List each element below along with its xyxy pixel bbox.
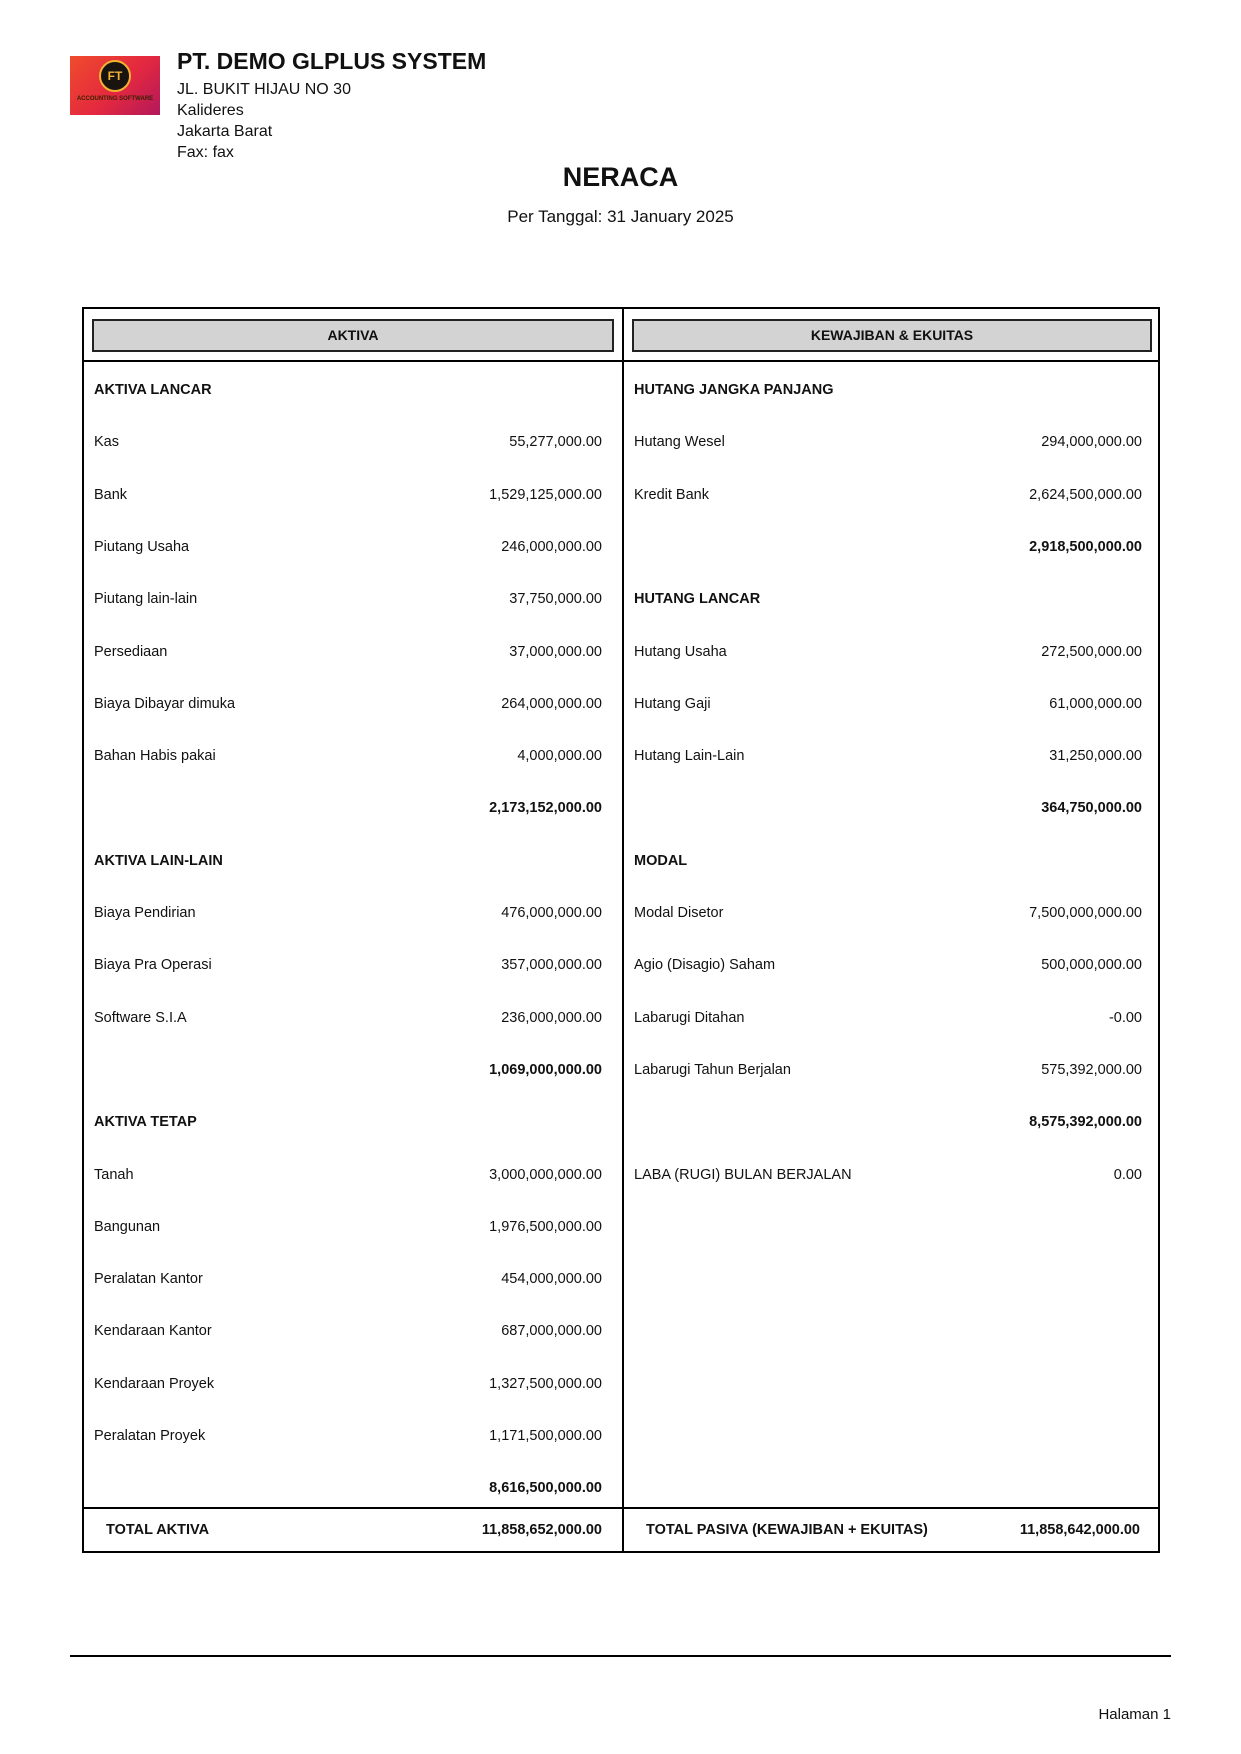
row-label: Piutang lain-lain [94, 591, 198, 608]
subtotal-row [634, 535, 1142, 559]
row-label: Hutang Wesel [634, 434, 725, 451]
subtotal-row [634, 1110, 1142, 1134]
company-district: Kalideres [177, 102, 244, 119]
page-number: Halaman 1 [1098, 1706, 1171, 1723]
row-label: Labarugi Ditahan [634, 1009, 745, 1026]
row-value: 0.00 [1113, 1166, 1142, 1183]
row-label: Hutang Lain-Lain [634, 748, 745, 765]
report-date: Per Tanggal: 31 January 2025 [507, 207, 734, 226]
total-pasiva-label: TOTAL PASIVA (KEWAJIBAN + EKUITAS) [646, 1522, 928, 1538]
total-aktiva-row [84, 1509, 622, 1551]
row-label: Piutang Usaha [94, 538, 190, 555]
table-row [94, 1372, 602, 1396]
row-value: 500,000,000.00 [1041, 957, 1142, 974]
row-label: Bank [94, 486, 128, 503]
section-heading [94, 1110, 602, 1134]
row-value: 7,500,000,000.00 [1029, 905, 1142, 921]
table-row [634, 1163, 1142, 1187]
total-aktiva-label: TOTAL AKTIVA [106, 1522, 210, 1538]
table-row [94, 483, 602, 507]
row-value: 31,250,000.00 [1049, 748, 1142, 765]
subtotal-row [94, 1058, 602, 1082]
row-value: 3,000,000,000.00 [489, 1166, 602, 1183]
row-label: Labarugi Tahun Berjalan [634, 1061, 791, 1078]
row-label: Modal Disetor [634, 905, 724, 921]
subtotal-row [94, 1476, 602, 1500]
company-address: JL. BUKIT HIJAU NO 30 [177, 81, 351, 98]
company-fax: Fax: fax [177, 144, 234, 161]
total-aktiva-value: 11,858,652,000.00 [481, 1522, 602, 1538]
table-row [94, 953, 602, 977]
row-value: 4,000,000.00 [517, 748, 602, 765]
row-value: 1,069,000,000.00 [489, 1061, 602, 1078]
company-logo [70, 56, 160, 115]
table-row [94, 1006, 602, 1030]
row-value: 1,529,125,000.00 [489, 486, 602, 503]
table-row [94, 1267, 602, 1291]
row-value: 1,171,500,000.00 [489, 1428, 602, 1444]
row-value: -0.00 [1108, 1009, 1142, 1026]
row-value: 364,750,000.00 [1041, 800, 1142, 817]
row-value: 37,750,000.00 [509, 591, 602, 608]
subtotal-row [94, 796, 602, 820]
table-row [94, 901, 602, 925]
row-value: 61,000,000.00 [1049, 695, 1142, 712]
row-label: AKTIVA TETAP [94, 1114, 197, 1131]
row-value: 8,575,392,000.00 [1029, 1114, 1142, 1131]
table-row [94, 1163, 602, 1187]
row-label: MODAL [634, 852, 688, 869]
row-label: Persediaan [94, 643, 168, 660]
row-value: 264,000,000.00 [501, 695, 602, 712]
total-pasiva-row [624, 1509, 1160, 1551]
balance-sheet-table [82, 307, 1160, 1553]
row-label: Kas [94, 434, 119, 451]
row-value: 55,277,000.00 [509, 434, 602, 451]
table-row [634, 953, 1142, 977]
row-label: Hutang Gaji [634, 695, 711, 712]
row-value: 37,000,000.00 [509, 643, 602, 660]
row-label: HUTANG LANCAR [634, 591, 761, 608]
column-divider [622, 309, 624, 1551]
row-label: Agio (Disagio) Saham [634, 957, 776, 974]
row-label: LABA (RUGI) BULAN BERJALAN [634, 1166, 852, 1183]
row-value: 454,000,000.00 [501, 1271, 602, 1288]
table-row [634, 692, 1142, 716]
table-row [94, 744, 602, 768]
row-label: Bangunan [94, 1218, 161, 1235]
table-row [634, 901, 1142, 925]
row-value: 2,624,500,000.00 [1029, 486, 1142, 503]
row-label: Kredit Bank [634, 486, 709, 503]
table-row [94, 1424, 602, 1448]
table-row [94, 430, 602, 454]
table-row [94, 587, 602, 611]
company-name: PT. DEMO GLPLUS SYSTEM [177, 48, 487, 74]
row-label: Biaya Dibayar dimuka [94, 695, 236, 712]
table-row [634, 483, 1142, 507]
table-row [634, 430, 1142, 454]
header-divider [84, 360, 1158, 362]
subtotal-row [634, 796, 1142, 820]
footer-divider [70, 1655, 1171, 1657]
logo-mark-icon: FT [99, 60, 131, 92]
table-row [634, 640, 1142, 664]
row-value: 2,173,152,000.00 [489, 800, 602, 817]
pasiva-header: KEWAJIBAN & EKUITAS [632, 319, 1152, 352]
row-value: 236,000,000.00 [501, 1009, 602, 1026]
aktiva-header: AKTIVA [92, 319, 614, 352]
row-label: Kendaraan Proyek [94, 1375, 215, 1392]
section-heading [94, 378, 602, 402]
section-heading [634, 849, 1142, 873]
row-label: Kendaraan Kantor [94, 1323, 212, 1340]
row-label: Biaya Pra Operasi [94, 957, 212, 974]
total-pasiva-value: 11,858,642,000.00 [1019, 1522, 1140, 1538]
row-label: Tanah [94, 1166, 134, 1183]
table-row [634, 744, 1142, 768]
row-label: Peralatan Proyek [94, 1428, 206, 1444]
section-heading [94, 849, 602, 873]
table-row [94, 640, 602, 664]
section-heading [634, 378, 1142, 402]
row-label: Biaya Pendirian [94, 905, 196, 921]
row-label: HUTANG JANGKA PANJANG [634, 382, 834, 398]
table-row [94, 535, 602, 559]
row-label: AKTIVA LAIN-LAIN [94, 852, 223, 869]
table-row [94, 692, 602, 716]
row-label: Hutang Usaha [634, 643, 727, 660]
report-title: NERACA [562, 162, 679, 192]
company-city: Jakarta Barat [177, 123, 273, 140]
table-row [94, 1319, 602, 1343]
row-value: 575,392,000.00 [1041, 1061, 1142, 1078]
row-value: 8,616,500,000.00 [489, 1480, 602, 1497]
row-value: 476,000,000.00 [501, 905, 602, 921]
row-label: Bahan Habis pakai [94, 748, 216, 765]
row-value: 246,000,000.00 [501, 538, 602, 555]
row-value: 687,000,000.00 [501, 1323, 602, 1340]
row-label: Software S.I.A [94, 1009, 187, 1026]
table-row [634, 1058, 1142, 1082]
table-row [634, 1006, 1142, 1030]
row-label: Peralatan Kantor [94, 1271, 203, 1288]
row-value: 357,000,000.00 [501, 957, 602, 974]
row-value: 272,500,000.00 [1041, 643, 1142, 660]
row-value: 2,918,500,000.00 [1029, 538, 1142, 555]
section-heading [634, 587, 1142, 611]
logo-text: ACCOUNTING SOFTWARE [76, 96, 154, 102]
row-value: 1,976,500,000.00 [489, 1218, 602, 1235]
row-label: AKTIVA LANCAR [94, 382, 212, 398]
table-row [94, 1215, 602, 1239]
row-value: 294,000,000.00 [1041, 434, 1142, 451]
row-value: 1,327,500,000.00 [489, 1375, 602, 1392]
